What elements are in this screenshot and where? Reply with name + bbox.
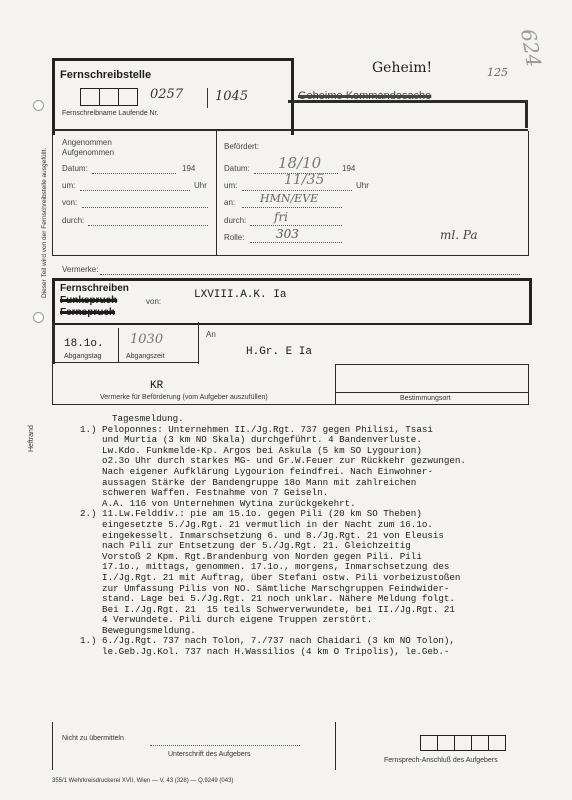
abgangszeit-value: 1030 <box>130 332 164 347</box>
message-line: eingekesselt. Inmarschsetzung 6. und 8./Jg.Rgt. 21 von Eleusis <box>80 529 444 541</box>
abgangszeit-label: Abgangszeit <box>126 353 165 360</box>
phone-boxes <box>420 735 506 751</box>
abgangstag-label: Abgangstag <box>64 353 102 360</box>
message-line: 1.) 6./Jg.Rgt. 737 nach Tolon, 7./737 nach Chaidari (3 km NO Tolon), <box>80 635 455 647</box>
punch-hole-top <box>33 100 44 111</box>
message-line: Vorstoß 2 Kpm. Rgt.Brandenburg von Norden gegen Pili. Pili <box>80 550 422 562</box>
time-handwritten: 1045 <box>215 89 249 104</box>
abgangstag-value: 18.1o. <box>64 338 104 350</box>
befoerdert-label: Befördert: <box>224 142 260 151</box>
fwd-datum-label: Datum: <box>224 164 250 173</box>
fwd-durch-value: fri <box>274 210 289 224</box>
struck-classification: Geheime Kommandosache <box>298 90 432 102</box>
fwd-uhr: Uhr <box>356 181 369 190</box>
from-unit: LXVIII.A.K. Ia <box>194 289 287 301</box>
message-line: Bei I./Jg.Rgt. 21 15 teils Schwerverwundete, bei II./Jg.Rgt. 21 <box>80 603 455 615</box>
laufende-nr: 0257 <box>150 87 184 102</box>
fwd-um-label: um: <box>224 181 238 190</box>
message-line: 17.1o., mittags, genommen. 17.1o., morgens, Inmarschsetzung des <box>80 561 450 573</box>
fernspruch-struck: Fernspruch <box>60 307 116 318</box>
bestimmungsort-label: Bestimmungsort <box>400 395 451 402</box>
page-number-handwritten: 624 <box>515 27 547 69</box>
form-title: Fernschreibstelle <box>60 69 152 81</box>
message-line: zur Umfassung Pilis von NO. Sämtliche Marschgruppen Feindwider- <box>80 582 450 594</box>
fwd-durch-label: durch: <box>224 216 247 225</box>
angenommen-label: Angenommen <box>62 138 112 147</box>
to-unit: H.Gr. E Ia <box>246 346 313 358</box>
message-line: eingesetzte 5./Jg.Rgt. 21 vermutlich in der Nacht zum 16.1o. <box>80 518 433 530</box>
kr-mark: KR <box>150 380 164 392</box>
fernschreibname-label: Fernschreibname Laufende Nr. <box>62 110 159 117</box>
recv-durch-label: durch: <box>62 216 85 225</box>
fwd-rolle-value: 303 <box>276 227 299 241</box>
message-line: stand. Lage bei 5./Jg.Rgt. 21 noch unklar. Nähere Meldung folgt. <box>80 593 455 605</box>
von-label: von: <box>146 297 162 306</box>
punch-hole-bottom <box>33 312 44 323</box>
recv-um-label: um: <box>62 181 76 190</box>
message-line: I./Jg.Rgt. 21 mit Auftrag, über Stefani ostw. Pili vorbeizustoßen <box>80 571 461 583</box>
recv-year: 194 <box>182 164 196 173</box>
nr-boxes <box>80 88 138 106</box>
recv-datum-label: Datum: <box>62 164 88 173</box>
fernschreiben-label: Fernschreiben <box>60 283 129 294</box>
fwd-datum-value: 18/10 <box>278 154 322 172</box>
message-line: Lw.Kdo. Funkmelde-Kp. Argos bei Askula (5 km SO Lygourion) <box>80 444 422 456</box>
page-sub-handwritten: 125 <box>487 66 508 79</box>
vermerke-befoerderung-label: Vermerke für Beförderung (vom Aufgeber auszufüllen) <box>100 394 268 401</box>
message-line: aussagen Stärke der Bandengruppe 18o Mann mit zahlreichen <box>80 476 417 488</box>
classification: Geheim! <box>372 60 433 76</box>
heftrand-label: Heftrand <box>28 425 35 452</box>
fwd-rolle-label: Rolle: <box>224 233 245 242</box>
side-note-vertical: Dieser Teil wird von der Fernschreibstelle ausgefüllt. <box>41 147 48 298</box>
an-label: An <box>206 330 216 339</box>
aufgenommen-label: Aufgenommen <box>62 148 115 157</box>
operator-initials: ml. Pa <box>440 228 478 242</box>
funkspruch-struck: Funkspruch <box>60 295 118 306</box>
message-line: Tagesmeldung. <box>112 413 184 424</box>
fwd-an-value: HMN/EVE <box>260 192 319 205</box>
unterschrift-label: Unterschrift des Aufgebers <box>168 751 251 758</box>
message-line: o2.3o Uhr durch starkes MG- und Gr.W.Feuer zur Rückkehr gezwungen. <box>80 455 466 467</box>
message-line: A.A. 116 von Unternehmen Wytina zurückgekehrt. <box>80 497 356 509</box>
message-line: Bewegungsmeldung. <box>80 624 196 636</box>
vermerke-label: Vermerke: <box>62 265 99 274</box>
message-line: schweren Waffen. Festnahme von 7 Geiseln. <box>80 487 329 499</box>
fwd-year: 194 <box>342 164 356 173</box>
message-line: und Murtia (3 km NO Skala) durchgeführt. 4 Bandenverluste. <box>80 434 422 446</box>
printer-line: 355/1 Wehrkreisdruckerei XVII, Wien — V. 43 (328) — Q.9249 (043) <box>52 778 234 784</box>
fwd-an-label: an: <box>224 198 236 207</box>
recv-uhr: Uhr <box>194 181 207 190</box>
message-line: 1.) Peloponnes: Unternehmen II./Jg.Rgt. 737 gegen Philisi, Tsasi <box>80 423 433 435</box>
message-line: 4 Verwundete. Pili durch eigene Truppen zerstört. <box>80 614 373 626</box>
recv-von-label: von: <box>62 198 78 207</box>
message-line: le.Geb.Jg.Kol. 737 nach H.Wassilios (4 km O Tripolis), le.Geb.- <box>80 646 450 658</box>
message-line: Nach eigener Aufklärung Lygourion feindfrei. Nach Einwohner- <box>80 465 433 477</box>
message-line: 2.) 11.Lw.Felddiv.: pie am 15.1o. gegen Pili (20 km SO Theben) <box>80 508 422 520</box>
fernsprech-label: Fernsprech-Anschluß des Aufgebers <box>384 757 498 764</box>
nicht-zu-uebermitteln: Nicht zu übermitteln <box>62 735 124 742</box>
fwd-um-value: 11/35 <box>284 172 325 188</box>
message-line: nach Pili zur Entsetzung der 5./Jg.Rgt. 21. Gleichzeitig <box>80 540 411 552</box>
message-body <box>80 414 550 658</box>
